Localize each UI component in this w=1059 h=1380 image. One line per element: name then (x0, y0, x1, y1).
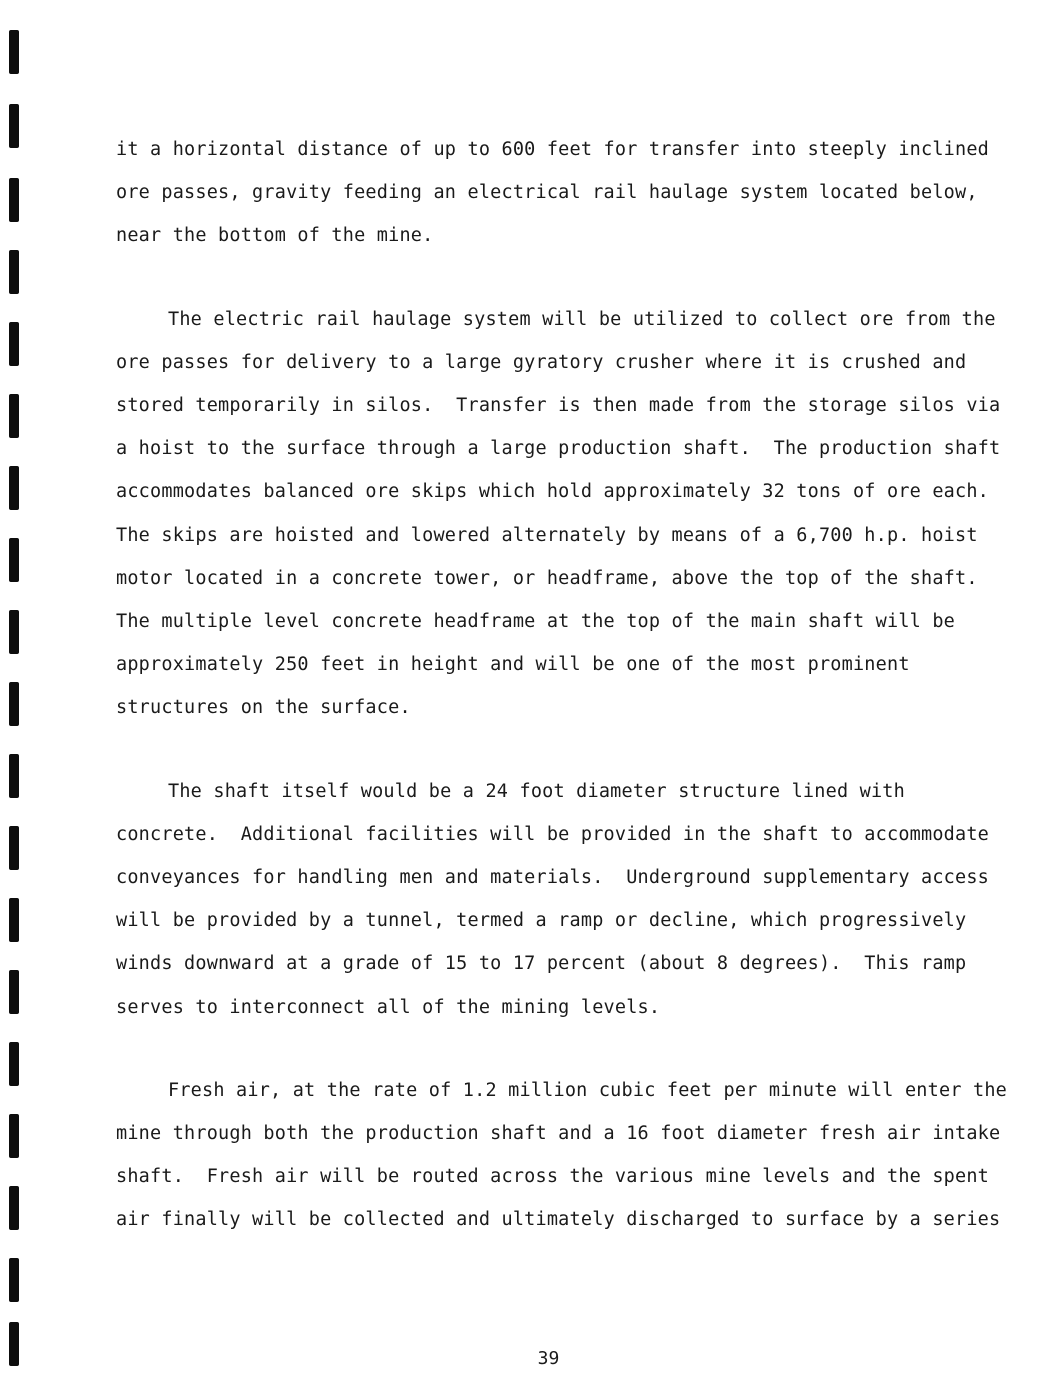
binding-mark (9, 754, 19, 798)
text-line: concrete. Additional facilities will be provided in the shaft to accommodate (116, 823, 990, 845)
text-line: The shaft itself would be a 24 foot diameter structure lined with (168, 780, 905, 802)
binding-mark (9, 682, 19, 726)
paragraph (116, 128, 990, 258)
paragraph (116, 1069, 1008, 1242)
binding-mark (9, 1258, 19, 1302)
text-line: will be provided by a tunnel, termed a ramp or decline, which progressively (116, 910, 967, 932)
text-line: approximately 250 feet in height and will be one of the most prominent (116, 654, 910, 676)
text-line: Fresh air, at the rate of 1.2 million cubic feet per minute will enter the (168, 1079, 1008, 1101)
binding-mark (9, 178, 19, 222)
text-line: ore passes, gravity feeding an electrical rail haulage system located below, (116, 182, 978, 204)
text-line: structures on the surface. (116, 697, 411, 719)
binding-mark (9, 466, 19, 510)
text-line: The skips are hoisted and lowered alternately by means of a 6,700 h.p. hoist (116, 524, 978, 546)
paragraph (116, 298, 1001, 730)
text-line: conveyances for handling men and materials. Underground supplementary access (116, 867, 990, 889)
text-line: near the bottom of the mine. (116, 225, 434, 247)
paragraph (116, 770, 990, 1029)
binding-mark (9, 1114, 19, 1158)
text-line: The electric rail haulage system will be utilized to collect ore from the (168, 308, 996, 330)
binding-mark (9, 826, 19, 870)
text-line: stored temporarily in silos. Transfer is then made from the storage silos via (116, 395, 1001, 417)
binding-mark (9, 322, 19, 366)
text-line: The multiple level concrete headframe at the top of the main shaft will be (116, 611, 956, 633)
text-line: motor located in a concrete tower, or headframe, above the top of the shaft. (116, 567, 978, 589)
document-body (116, 128, 1008, 1242)
page-number: 39 (537, 1348, 560, 1369)
text-line: ore passes for delivery to a large gyratory crusher where it is crushed and (116, 351, 967, 373)
binding-mark (9, 538, 19, 582)
binding-mark (9, 1186, 19, 1230)
binding-mark (9, 30, 19, 74)
text-line: air finally will be collected and ultimately discharged to surface by a series (116, 1209, 1001, 1231)
text-line: a hoist to the surface through a large production shaft. The production shaft (116, 438, 1001, 460)
binding-mark (9, 104, 19, 148)
text-line: shaft. Fresh air will be routed across the various mine levels and the spent (116, 1166, 990, 1188)
binding-mark (9, 970, 19, 1014)
binding-mark (9, 898, 19, 942)
binding-mark (9, 250, 19, 294)
binding-mark (9, 610, 19, 654)
text-line: it a horizontal distance of up to 600 feet for transfer into steeply inclined (116, 139, 990, 160)
text-line: mine through both the production shaft and a 16 foot diameter fresh air intake (116, 1123, 1001, 1145)
text-line: winds downward at a grade of 15 to 17 percent (about 8 degrees). This ramp (116, 953, 967, 975)
binding-mark (9, 394, 19, 438)
text-line: serves to interconnect all of the mining levels. (116, 996, 661, 1018)
text-line: accommodates balanced ore skips which hold approximately 32 tons of ore each. (116, 481, 990, 503)
binding-mark (9, 1042, 19, 1086)
